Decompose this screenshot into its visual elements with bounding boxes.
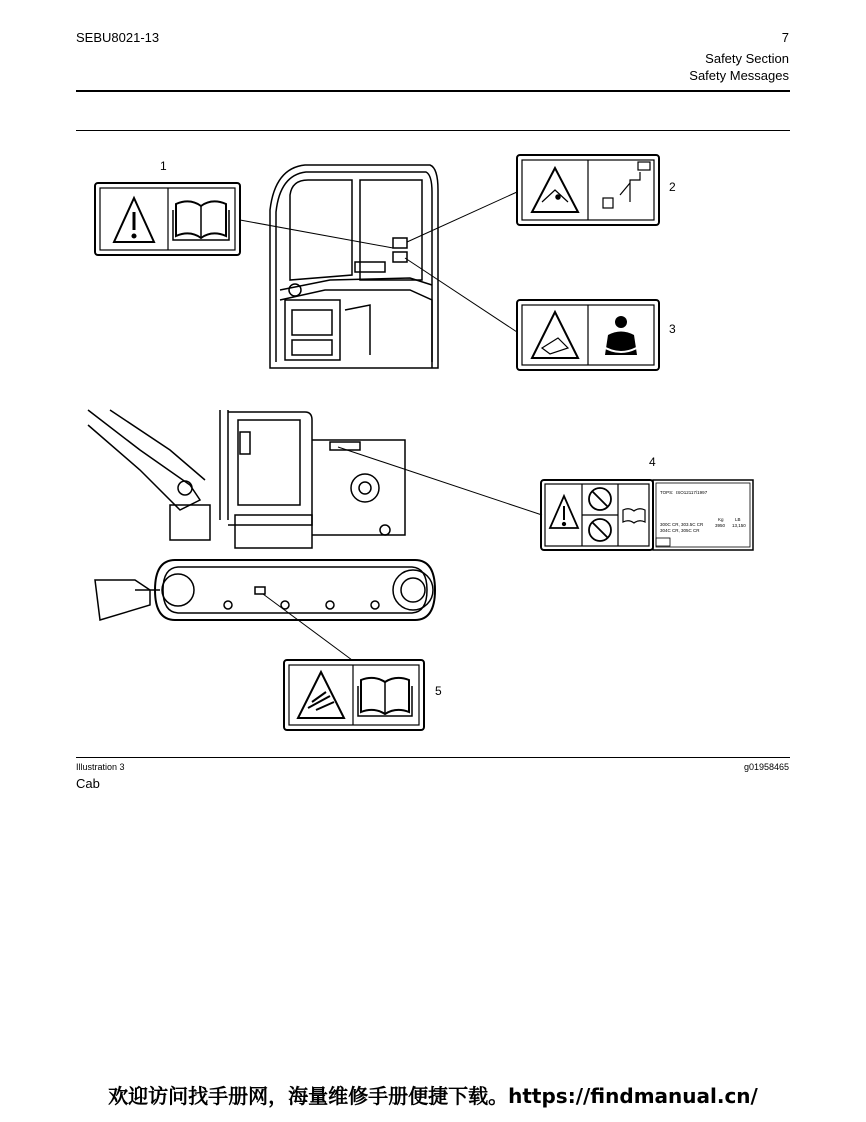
callout-3: 3: [669, 322, 676, 336]
header-divider: [76, 90, 790, 92]
crush-hazard-triangle-icon: [532, 312, 578, 358]
figure-caption: Cab: [76, 776, 100, 791]
page-number: 7: [781, 30, 789, 45]
section-title: Safety Section: [705, 51, 789, 66]
label4-tops-code: ISO12117/1997: [676, 490, 708, 495]
label4-tops-text: TOPS:: [660, 490, 674, 495]
cab-drawing: [270, 165, 438, 368]
callout-4: 4: [649, 455, 656, 469]
safety-label-4: [541, 480, 753, 550]
subsection-title: Safety Messages: [689, 68, 789, 83]
footer-banner: 欢迎访问找手册网，海量维修手册便捷下载。https://findmanual.cn/: [108, 1084, 758, 1108]
label4-models-line1: 300C CR, 303.5C CR: [660, 522, 704, 527]
label4-lb-value: 13,150: [732, 523, 746, 528]
manual-book-icon: [623, 509, 645, 523]
label4-kg-value: 3950: [715, 523, 726, 528]
label4-models-line2: 304C CR, 305C CR: [660, 528, 700, 533]
safety-label-2: [517, 155, 659, 225]
safety-label-3: [517, 300, 659, 370]
callout-1: 1: [160, 159, 167, 173]
illustration-code: g01958465: [743, 762, 789, 772]
safety-label-5: [284, 660, 424, 730]
label4-lb-heading: LB: [735, 517, 741, 522]
cab-safety-labels-illustration: [80, 150, 780, 740]
document-id: SEBU8021-13: [76, 30, 160, 45]
callout-5: 5: [435, 684, 442, 698]
callout-2: 2: [669, 180, 676, 194]
illustration-label: Illustration 3: [76, 762, 125, 772]
excavator-side-view: [88, 410, 435, 620]
content-divider: [76, 130, 790, 131]
safety-label-1: [95, 183, 240, 255]
caption-divider: [76, 757, 790, 758]
label4-kg-heading: Kg: [718, 517, 724, 522]
seat-belt-operator-icon: [615, 316, 627, 328]
